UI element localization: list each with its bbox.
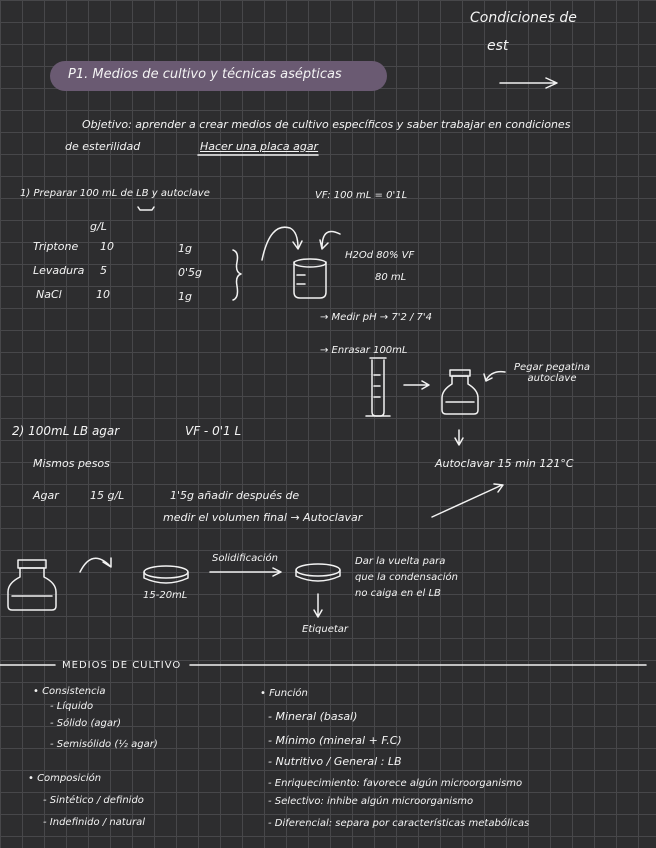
curved-arrow-icon [262, 227, 298, 260]
beaker-icon [294, 259, 326, 298]
plate-volume: 15-20mL [143, 590, 188, 601]
water-note: H2Od 80% VF [345, 250, 415, 261]
enrasar-step: → Enrasar 100mL [320, 345, 408, 356]
ingredient-grams: 1g [178, 242, 192, 255]
consistencia-item: - Semisólido (½ agar) [50, 739, 158, 750]
agar-note-line2: medir el volumen final → Autoclavar [163, 511, 363, 524]
label-step: Etiquetar [302, 624, 349, 635]
ph-step: → Medir pH → 7'2 / 7'4 [320, 312, 433, 323]
ingredient-gl: 10 [100, 240, 114, 253]
funcion-item: - Mínimo (mineral + F.C) [268, 734, 402, 747]
flip-note-line2: que la condensación [355, 572, 458, 583]
flip-note-line3: no caiga en el LB [355, 588, 441, 599]
unit-header: g/L [90, 220, 107, 233]
ingredient-name: Triptone [33, 240, 79, 253]
arrow-down-icon [314, 594, 322, 617]
funcion-item: - Diferencial: separa por características metabólicas [268, 818, 530, 829]
arrow-right-icon [500, 78, 557, 88]
composicion-item: - Indefinido / natural [43, 817, 146, 828]
arrow-down-icon [455, 430, 463, 445]
objective-line2: de esterilidad [65, 140, 141, 153]
page-title: P1. Medios de cultivo y técnicas asépticas [68, 67, 342, 82]
solidification-label: Solidificación [212, 553, 278, 564]
sticker-note: Pegar pegatina autoclave [513, 362, 591, 384]
ingredient-grams: 1g [178, 290, 192, 303]
arrow-right-icon [210, 568, 281, 576]
ingredient-name: NaCl [36, 288, 62, 301]
curved-arrow-icon [80, 558, 110, 572]
step2-heading: 2) 100mL LB agar [12, 424, 120, 438]
objective-line1: Objetivo: aprender a crear medios de cultivo específicos y saber trabajar en condiciones [82, 118, 571, 131]
corner-note-line1: Condiciones de [470, 10, 577, 26]
funcion-item: - Selectivo: inhibe algún microorganismo [268, 796, 474, 807]
autoclave-note: Autoclavar 15 min 121°C [435, 457, 574, 470]
funcion-item: - Mineral (basal) [268, 710, 358, 723]
agar-concentration: 15 g/L [90, 489, 125, 502]
arrow-right-icon [404, 381, 429, 389]
consistencia-title: • Consistencia [33, 686, 106, 697]
funcion-item: - Nutritivo / General : LB [268, 755, 402, 768]
bottle-icon [442, 370, 478, 414]
step2-final-volume: VF - 0'1 L [185, 424, 242, 438]
ingredient-grams: 0'5g [178, 266, 203, 279]
agar-note-line1: 1'5g añadir después de [170, 489, 300, 502]
section-header: MEDIOS DE CULTIVO [62, 660, 182, 671]
consistencia-item: - Líquido [50, 701, 94, 712]
consistencia-item: - Sólido (agar) [50, 718, 121, 729]
bottle-icon [8, 560, 56, 610]
funcion-title: • Función [260, 688, 308, 699]
agar-label: Agar [33, 489, 59, 502]
graduated-cylinder-icon [366, 358, 390, 416]
petri-dish-icon [144, 566, 188, 583]
step1-final-volume: VF: 100 mL = 0'1L [315, 190, 408, 201]
water-volume: 80 mL [375, 272, 407, 283]
funcion-item: - Enriquecimiento: favorece algún microorganismo [268, 778, 523, 789]
ingredient-gl: 10 [96, 288, 110, 301]
corner-note-line2: est [487, 38, 509, 54]
underbrace [138, 207, 154, 210]
ingredient-name: Levadura [33, 264, 85, 277]
ingredient-gl: 5 [100, 264, 107, 277]
curly-brace [233, 250, 241, 300]
composicion-item: - Sintético / definido [43, 795, 144, 806]
step1-heading: 1) Preparar 100 mL de LB y autoclave [20, 188, 210, 199]
arrow-icon [432, 484, 503, 517]
composicion-title: • Composición [28, 773, 102, 784]
petri-dish-icon [296, 564, 340, 581]
objective-task: Hacer una placa agar [200, 140, 319, 153]
flip-note-line1: Dar la vuelta para [355, 556, 446, 567]
same-weights: Mismos pesos [33, 457, 110, 470]
